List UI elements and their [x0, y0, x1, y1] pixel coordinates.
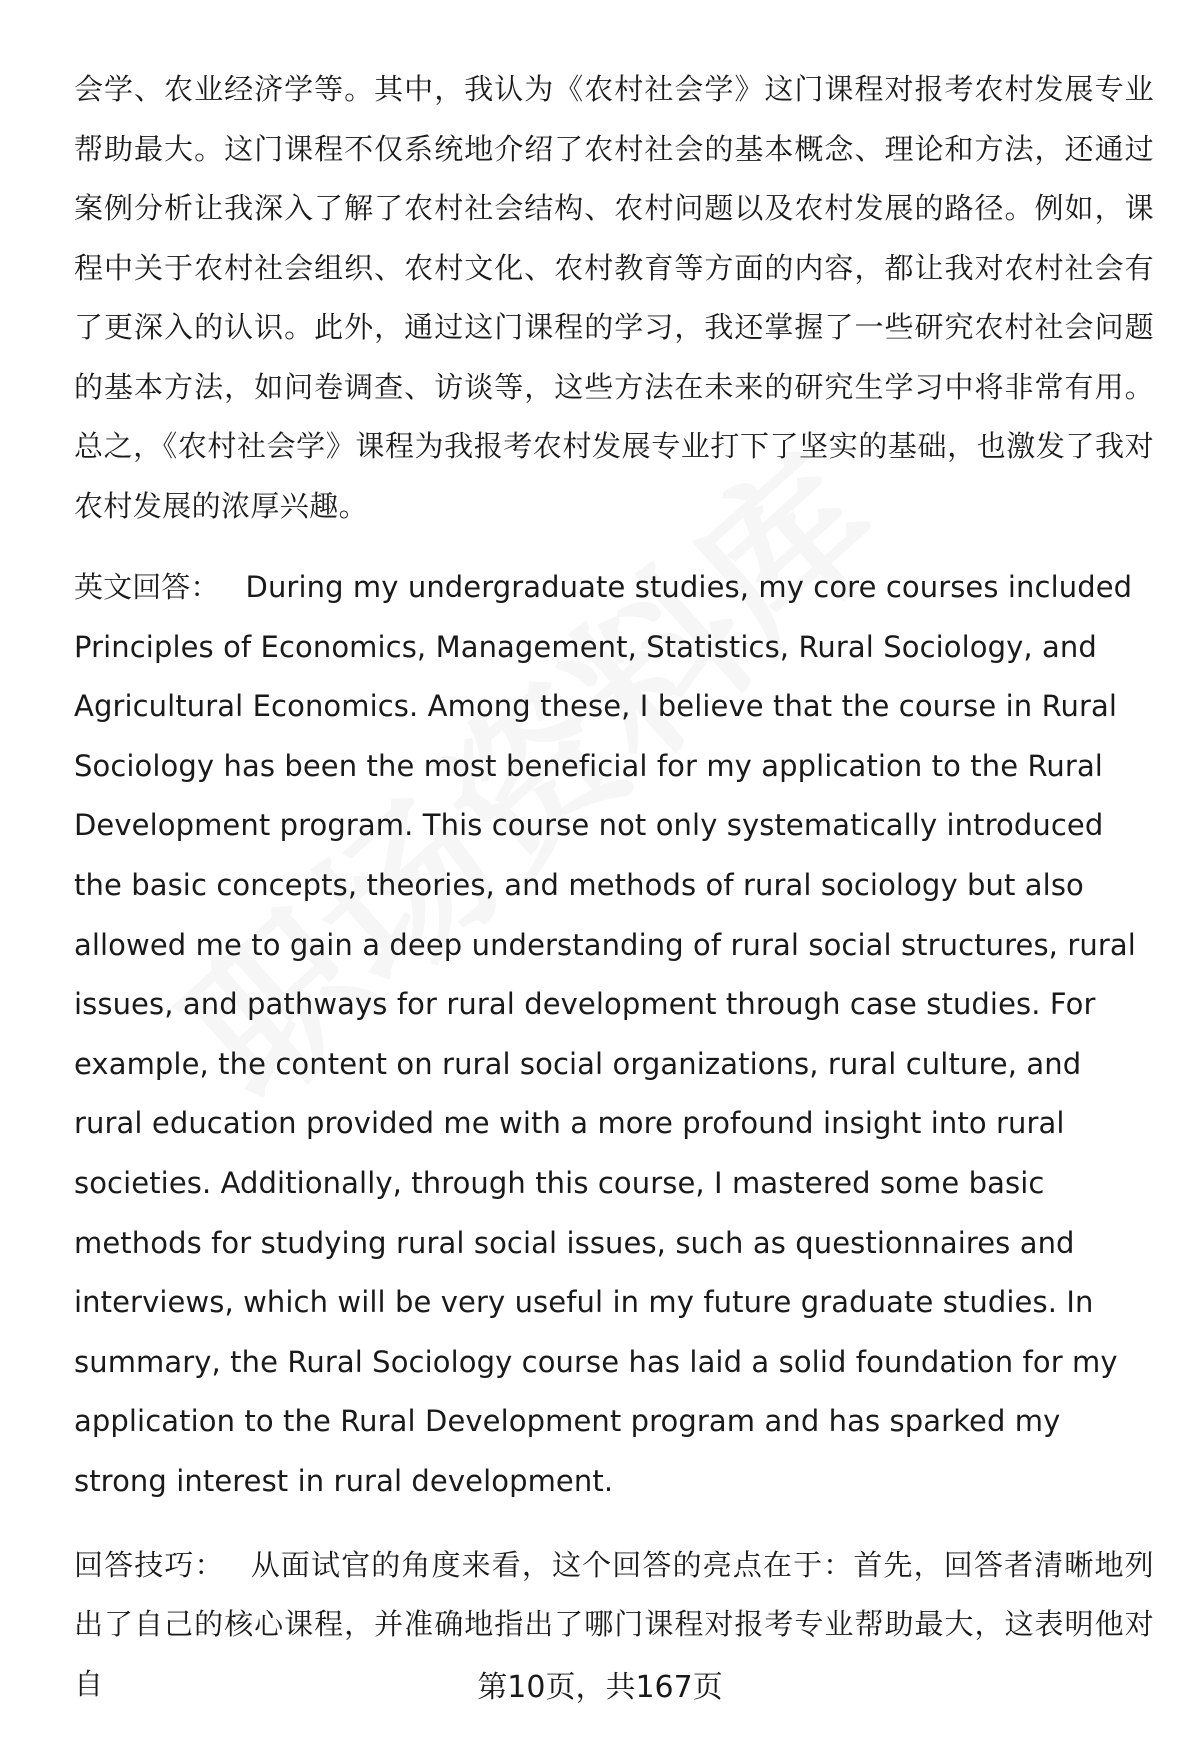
english-answer-paragraph — [74, 558, 1154, 1512]
page-footer — [0, 1668, 1200, 1708]
paragraph-spacer — [74, 1512, 1154, 1536]
page-number: 第10页，共167页 — [477, 1670, 723, 1705]
document-body — [74, 60, 1154, 1714]
answer-tips-text: 从面试官的角度来看，这个回答的亮点在于：首先，回答者清晰地列出了自己的核心课程，并准确地指出了哪门课程对报考专业帮助最大，这表明他对自 — [74, 1547, 1154, 1701]
paragraph-spacer — [74, 536, 1154, 558]
chinese-answer-paragraph: 会学、农业经济学等。其中，我认为《农村社会学》这门课程对报考农村发展专业帮助最大。这门课程不仅系统地介绍了农村社会的基本概念、理论和方法，还通过案例分析让我深入了解了农村社会结构、农村问题以及农村发展的路径。例如，课程中关于农村社会组织、农村文化、农村教育等方面的内容，都让我对农村社会有了更深入的认识。此外，通过这门课程的学习，我还掌握了一些研究农村社会问题的基本方法，如问卷调查、访谈等，这些方法在未来的研究生学习中将非常有用。总之，《农村社会学》课程为我报考农村发展专业打下了坚实的基础，也激发了我对农村发展的浓厚兴趣。 — [74, 72, 1154, 523]
answer-tips-label: 回答技巧： — [74, 1547, 225, 1582]
english-answer-label: 英文回答： — [74, 570, 220, 604]
english-answer-text: During my undergraduate studies, my core courses included Principles of Economics, Management, Statistics, Rural Sociology, and Agricultural Economics. Among these, I believe that the course in Rural Sociology has been the most beneficial for my application to the Rural Development program. This course not only systematically introduced the basic concepts, theories, and methods of rural sociology but also allowed me to gain a deep understanding of rural social structures, rural issues, and pathways for rural development through case studies. For example, the content on rural social organizations, rural culture, and rural education provided me with a more profound insight into rural societies. Additionally, through this course, I mastered some basic methods for studying rural social issues, such as questionnaires and interviews, which will be very useful in my future graduate studies. In summary, the Rural Sociology course has laid a solid foundation for my application to the Rural Development program and has sparked my strong interest in rural development. — [74, 570, 1136, 1498]
